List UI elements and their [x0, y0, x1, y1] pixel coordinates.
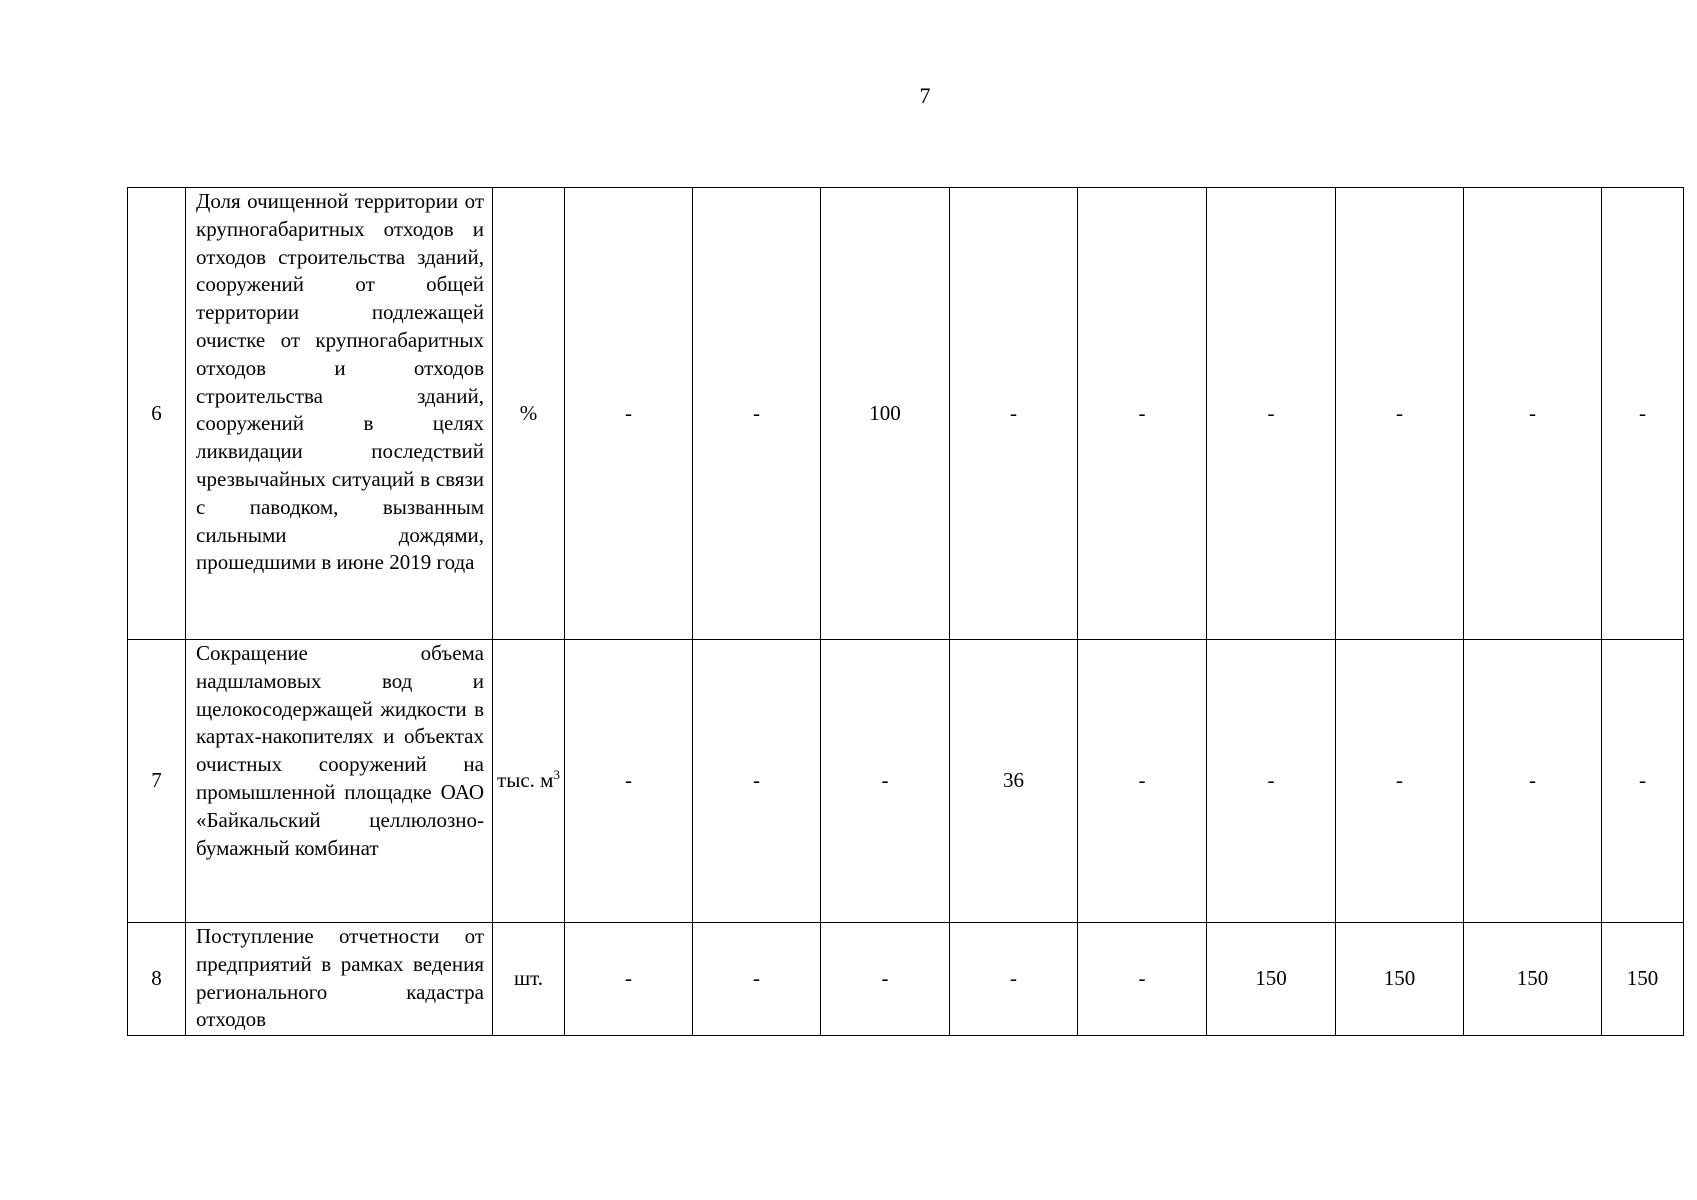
page-number: 7: [919, 83, 931, 108]
table-row: [128, 640, 1684, 923]
row-number: 7: [128, 640, 186, 923]
value-cell: -: [1078, 188, 1207, 640]
unit-superscript: 3: [553, 767, 560, 783]
value-cell: -: [565, 923, 693, 1036]
value-cell: -: [1602, 640, 1684, 923]
value-cell: -: [1207, 640, 1336, 923]
value-cell: -: [950, 188, 1078, 640]
row-number: 6: [128, 188, 186, 640]
value-cell: -: [1078, 640, 1207, 923]
value-cell: -: [693, 923, 821, 1036]
indicator-description: Поступление отчетности от предприятий в рамках ведения регионального кадастра отходов: [186, 923, 493, 1036]
table-row: [128, 923, 1684, 1036]
indicator-description: Доля очищенной территории от крупногабаритных отходов и отходов строительства зданий, сооружений от общей территории подлежащей очистке от крупногабаритных отходов и отходов строительства зданий, сооружений в целях ликвидации последствий чрезвычайных ситуаций в связи с паводком, вызванным сильными дождями, прошедшими в июне 2019 года: [186, 188, 493, 640]
unit-cell: [493, 640, 565, 923]
value-cell: -: [1078, 923, 1207, 1036]
value-cell: 100: [821, 188, 950, 640]
value-cell: -: [1464, 188, 1602, 640]
value-cell: -: [950, 923, 1078, 1036]
value-cell: 150: [1602, 923, 1684, 1036]
value-cell: 150: [1336, 923, 1464, 1036]
indicators-table: [127, 187, 1684, 1036]
value-cell: -: [821, 923, 950, 1036]
value-cell: -: [821, 640, 950, 923]
row-number: 8: [128, 923, 186, 1036]
unit-text: %: [519, 400, 538, 425]
unit-cell: [493, 188, 565, 640]
value-cell: -: [1602, 188, 1684, 640]
value-cell: -: [1336, 640, 1464, 923]
value-cell: 36: [950, 640, 1078, 923]
value-cell: -: [693, 640, 821, 923]
value-cell: -: [565, 640, 693, 923]
unit-cell: [493, 923, 565, 1036]
value-cell: -: [1207, 188, 1336, 640]
table-row: [128, 188, 1684, 640]
value-cell: 150: [1207, 923, 1336, 1036]
unit-text: шт.: [513, 966, 544, 991]
unit-text: тыс. м: [497, 768, 554, 793]
value-cell: -: [693, 188, 821, 640]
value-cell: -: [1336, 188, 1464, 640]
value-cell: -: [1464, 640, 1602, 923]
value-cell: -: [565, 188, 693, 640]
indicator-description: Сокращение объема надшламовых вод и щелокосодержащей жидкости в картах-накопителях и объектах очистных сооружений на промышленной площадке ОАО «Байкальский целлюлозно-бумажный комбинат: [186, 640, 493, 923]
value-cell: 150: [1464, 923, 1602, 1036]
